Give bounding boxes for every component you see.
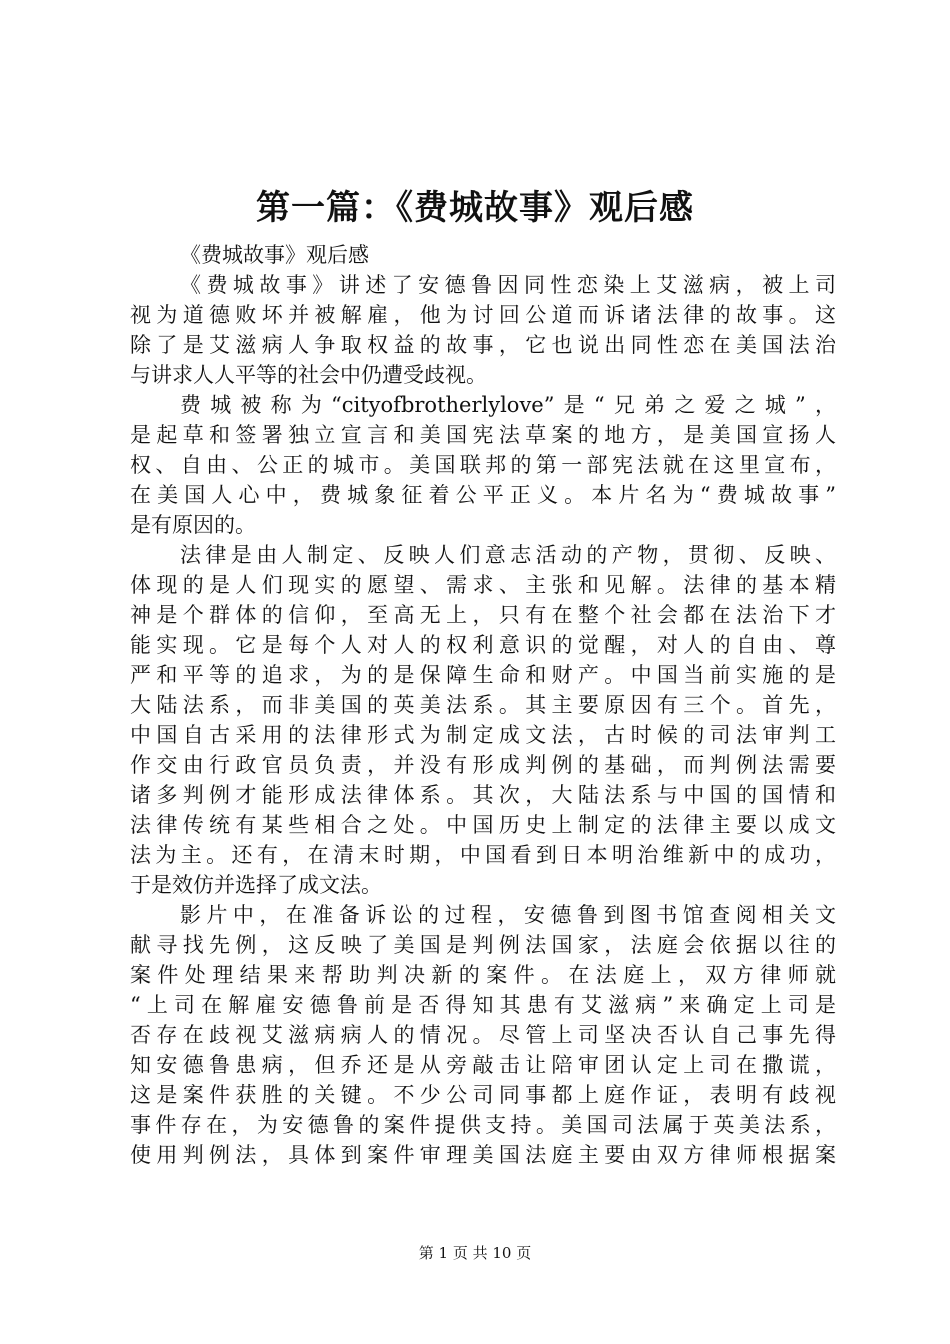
paragraph-line: 这是案件获胜的关键。不少公司同事都上庭作证，表明有歧视	[130, 1083, 836, 1107]
paragraph-line: “上司在解雇安德鲁前是否得知其患有艾滋病”来确定上司是	[130, 993, 836, 1017]
paragraph-line: 法律是由人制定、反映人们意志活动的产物，贯彻、反映、	[180, 543, 836, 567]
paragraph-line: 作交由行政官员负责，并没有形成判例的基础，而判例法需要	[130, 753, 836, 777]
document-body	[130, 240, 836, 1170]
paragraph-line: 除了是艾滋病人争取权益的故事，它也说出同性恋在美国法治	[130, 333, 836, 357]
paragraph-line: 否存在歧视艾滋病病人的情况。尽管上司坚决否认自己事先得	[130, 1023, 836, 1047]
paragraph-line: 诸多判例才能形成法律体系。其次，大陆法系与中国的国情和	[130, 783, 836, 807]
paragraph-line: 是起草和签署独立宣言和美国宪法草案的地方，是美国宣扬人	[130, 423, 836, 447]
paragraph-line: 影片中，在准备诉讼的过程，安德鲁到图书馆查阅相关文	[180, 903, 836, 927]
paragraph-line: 体现的是人们现实的愿望、需求、主张和见解。法律的基本精	[130, 573, 836, 597]
paragraph-line: 视为道德败坏并被解雇，他为讨回公道而诉诸法律的故事。这	[130, 303, 836, 327]
subtitle-line: 《费城故事》观后感	[180, 243, 369, 267]
page-title: 第一篇：《费城故事》观后感	[256, 188, 694, 228]
paragraph-line: 严和平等的追求，为的是保障生命和财产。中国当前实施的是	[130, 663, 836, 687]
paragraph-line: 案件处理结果来帮助判决新的案件。在法庭上，双方律师就	[130, 963, 836, 987]
paragraph-line: 知安德鲁患病，但乔还是从旁敲击让陪审团认定上司在撒谎，	[130, 1053, 836, 1077]
paragraph-line: 在美国人心中，费城象征着公平正义。本片名为“费城故事”	[130, 483, 836, 507]
paragraph-line: 能实现。它是每个人对人的权利意识的觉醒，对人的自由、尊	[130, 633, 836, 657]
paragraph-line: 神是个群体的信仰，至高无上，只有在整个社会都在法治下才	[130, 603, 836, 627]
paragraph-line: 《费城故事》讲述了安德鲁因同性恋染上艾滋病，被上司	[180, 273, 836, 297]
paragraph-line: 中国自古采用的法律形式为制定成文法，古时候的司法审判工	[130, 723, 836, 747]
paragraph-line: 于是效仿并选择了成文法。	[130, 873, 382, 897]
paragraph-line: 法律传统有某些相合之处。中国历史上制定的法律主要以成文	[130, 813, 836, 837]
paragraph-line: 事件存在，为安德鲁的案件提供支持。美国司法属于英美法系，	[130, 1113, 836, 1137]
paragraph-line: 大陆法系，而非美国的英美法系。其主要原因有三个。首先，	[130, 693, 836, 717]
paragraph-line: 献寻找先例，这反映了美国是判例法国家，法庭会依据以往的	[130, 933, 836, 957]
page-number-footer: 第 1 页 共 10 页	[418, 1244, 532, 1262]
paragraph-line: 与讲求人人平等的社会中仍遭受歧视。	[130, 363, 487, 387]
paragraph-line: 使用判例法，具体到案件审理美国法庭主要由双方律师根据案	[130, 1143, 836, 1167]
paragraph-line: 费城被称为“cityofbrotherlylove”是“兄弟之爱之城”，	[180, 393, 836, 417]
paragraph-line: 权、自由、公正的城市。美国联邦的第一部宪法就在这里宣布，	[130, 453, 836, 477]
paragraph-line: 法为主。还有，在清末时期，中国看到日本明治维新中的成功，	[130, 843, 836, 867]
paragraph-line: 是有原因的。	[130, 513, 256, 537]
